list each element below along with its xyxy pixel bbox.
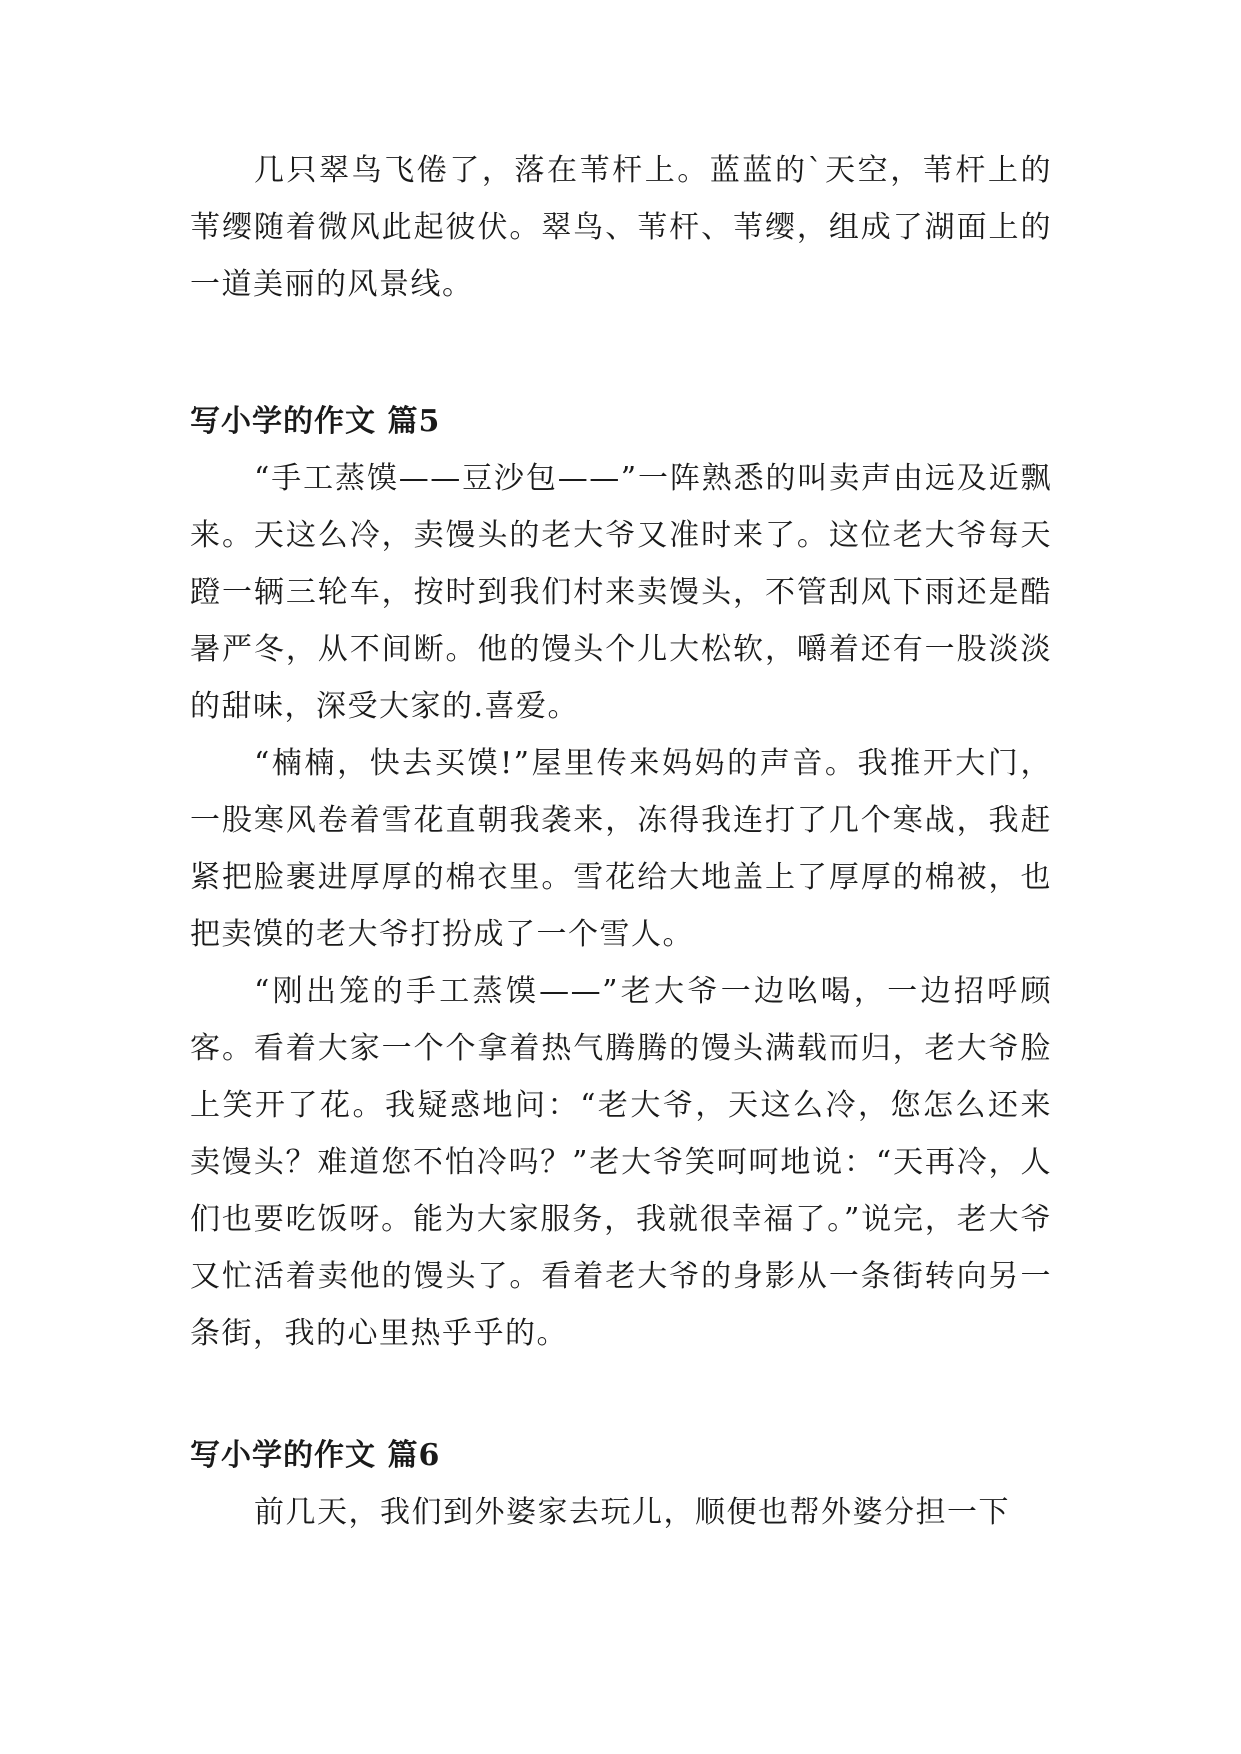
section-heading: 写小学的作文 篇6 — [190, 1438, 441, 1473]
body-paragraph: “刚出笼的手工蒸馍——”老大爷一边吆喝，一边招呼顾客。看着大家一个个拿着热气腾腾的馒头满载而归，老大爷脸上笑开了花。我疑惑地问：“老大爷，天这么冷，您怎么还来卖馒头？难道您不怕冷吗？”老大爷笑呵呵地说：“天再冷，人们也要吃饭呀。能为大家服务，我就很幸福了。”说完，老大爷又忙活着卖他的馒头了。看着老大爷的身影从一条街转向另一条街，我的心里热乎乎的。 — [190, 974, 1052, 1351]
section-heading: 写小学的作文 篇5 — [190, 404, 441, 439]
body-paragraph: “手工蒸馍——豆沙包——”一阵熟悉的叫卖声由远及近飘来。天这么冷，卖馒头的老大爷又准时来了。这位老大爷每天蹬一辆三轮车，按时到我们村来卖馒头，不管刮风下雨还是酷暑严冬，从不间断。他的馒头个儿大松软，嚼着还有一股淡淡的甜味，深受大家的.喜爱。 — [190, 461, 1052, 724]
essay-section-6 — [190, 1427, 1052, 1541]
essay-fragment-section — [190, 142, 1052, 313]
essay-section-5 — [190, 393, 1052, 1362]
body-paragraph: “楠楠，快去买馍!”屋里传来妈妈的声音。我推开大门，一股寒风卷着雪花直朝我袭来，冻得我连打了几个寒战，我赶紧把脸裹进厚厚的棉衣里。雪花给大地盖上了厚厚的棉被，也把卖馍的老大爷打扮成了一个雪人。 — [190, 746, 1052, 952]
body-paragraph: 几只翠鸟飞倦了，落在苇杆上。蓝蓝的`天空，苇杆上的苇缨随着微风此起彼伏。翠鸟、苇杆、苇缨，组成了湖面上的一道美丽的风景线。 — [190, 153, 1052, 302]
body-paragraph: 前几天，我们到外婆家去玩儿，顺便也帮外婆分担一下 — [254, 1495, 1010, 1530]
